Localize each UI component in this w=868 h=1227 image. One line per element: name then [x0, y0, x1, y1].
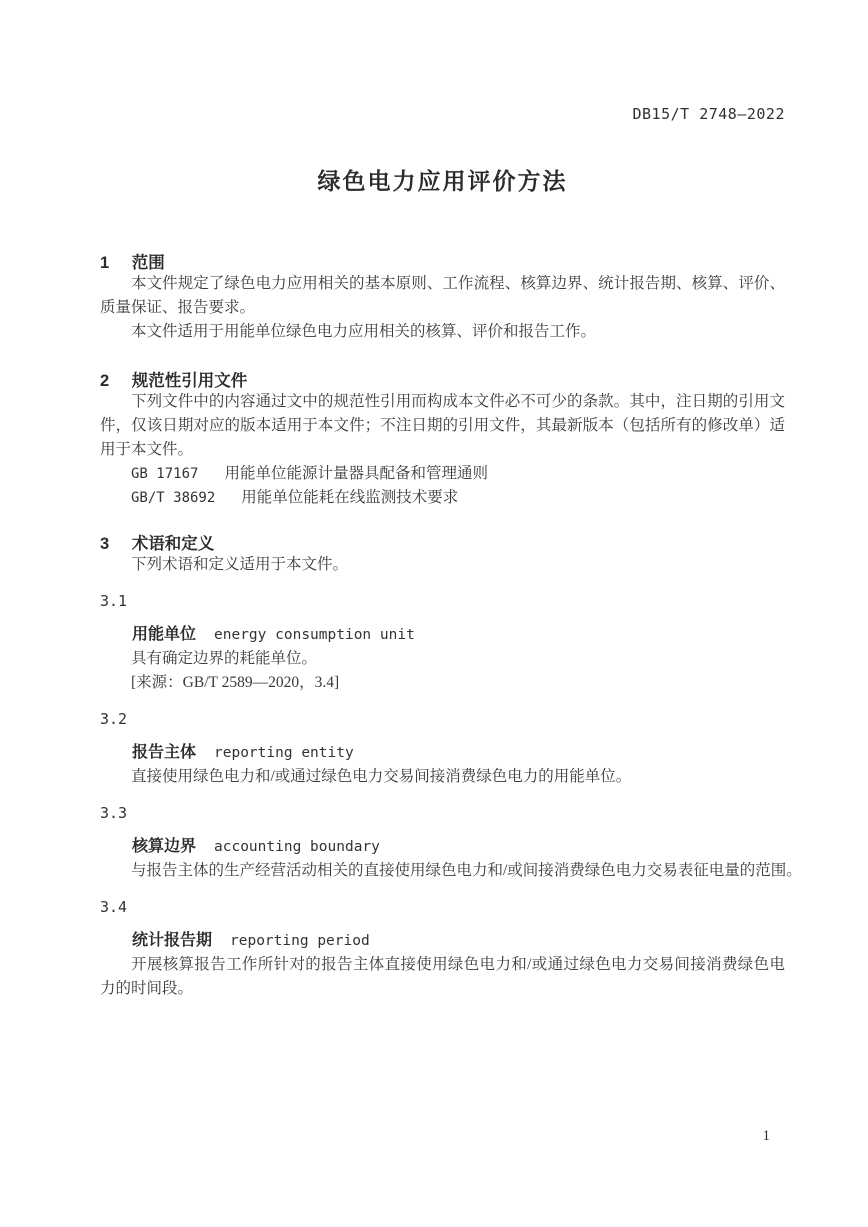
reference-item: [100, 486, 785, 510]
scope-paragraph-1: 本文件规定了绿色电力应用相关的基本原则、工作流程、核算边界、统计报告期、核算、评价、质量保证、报告要求。: [100, 275, 785, 316]
clause-2-heading: [100, 372, 785, 390]
term-3-4-number: 3.4: [100, 898, 128, 916]
term-zh: 报告主体: [132, 744, 197, 761]
term-3-4-definition: 开展核算报告工作所针对的报告主体直接使用绿色电力和/或通过绿色电力交易间接消费绿色电力的时间段。: [100, 956, 785, 997]
term-3-1-heading: [100, 623, 785, 647]
reference-code: GB/T 38692: [131, 490, 216, 506]
clause-2-number: 2: [100, 372, 110, 390]
reference-title: 用能单位能耗在线监测技术要求: [241, 489, 459, 506]
page-title: 绿色电力应用评价方法: [317, 168, 568, 194]
clause-1-title: 范围: [131, 254, 165, 272]
term-en: accounting boundary: [214, 839, 380, 855]
term-3-2-number: 3.2: [100, 710, 128, 728]
term-zh: 核算边界: [132, 838, 197, 855]
reference-title: 用能单位能源计量器具配备和管理通则: [224, 465, 488, 482]
term-en: energy consumption unit: [214, 627, 415, 643]
page-content: [100, 0, 802, 1001]
clause-1-number: 1: [100, 254, 110, 272]
clause-2-title: 规范性引用文件: [131, 372, 248, 390]
term-en: reporting entity: [214, 745, 354, 761]
term-en: reporting period: [230, 933, 370, 949]
clause-3-heading: [100, 535, 785, 553]
term-3-1-definition: 具有确定边界的耗能单位。: [131, 650, 318, 667]
term-3-4-heading: [100, 929, 785, 953]
clause-3-number: 3: [100, 535, 110, 553]
term-3-1-number: 3.1: [100, 592, 128, 610]
doc-number: DB15/T 2748—2022: [632, 105, 785, 123]
reference-code: GB 17167: [131, 466, 199, 482]
reference-item: [100, 462, 785, 486]
term-3-3-definition: 与报告主体的生产经营活动相关的直接使用绿色电力和/或间接消费绿色电力交易表征电量的范围。: [131, 862, 802, 879]
terms-intro: 下列术语和定义适用于本文件。: [131, 556, 349, 573]
clause-3-title: 术语和定义: [131, 535, 215, 553]
term-3-2-definition: 直接使用绿色电力和/或通过绿色电力交易间接消费绿色电力的用能单位。: [131, 768, 632, 785]
term-zh: 用能单位: [132, 626, 197, 643]
page-number: 1: [762, 1128, 770, 1144]
normative-refs-paragraph: 下列文件中的内容通过文中的规范性引用而构成本文件必不可少的条款。其中，注日期的引用文件，仅该日期对应的版本适用于本文件；不注日期的引用文件，其最新版本（包括所有的修改单）适用于本文件。: [100, 393, 785, 458]
term-zh: 统计报告期: [132, 932, 213, 949]
scope-paragraph-2: 本文件适用于用能单位绿色电力应用相关的核算、评价和报告工作。: [131, 323, 597, 340]
term-3-1-source: [来源：GB/T 2589—2020，3.4]: [131, 674, 340, 691]
term-3-2-heading: [100, 741, 785, 765]
term-3-3-number: 3.3: [100, 804, 128, 822]
term-3-3-heading: [100, 835, 785, 859]
clause-1-heading: [100, 254, 785, 272]
